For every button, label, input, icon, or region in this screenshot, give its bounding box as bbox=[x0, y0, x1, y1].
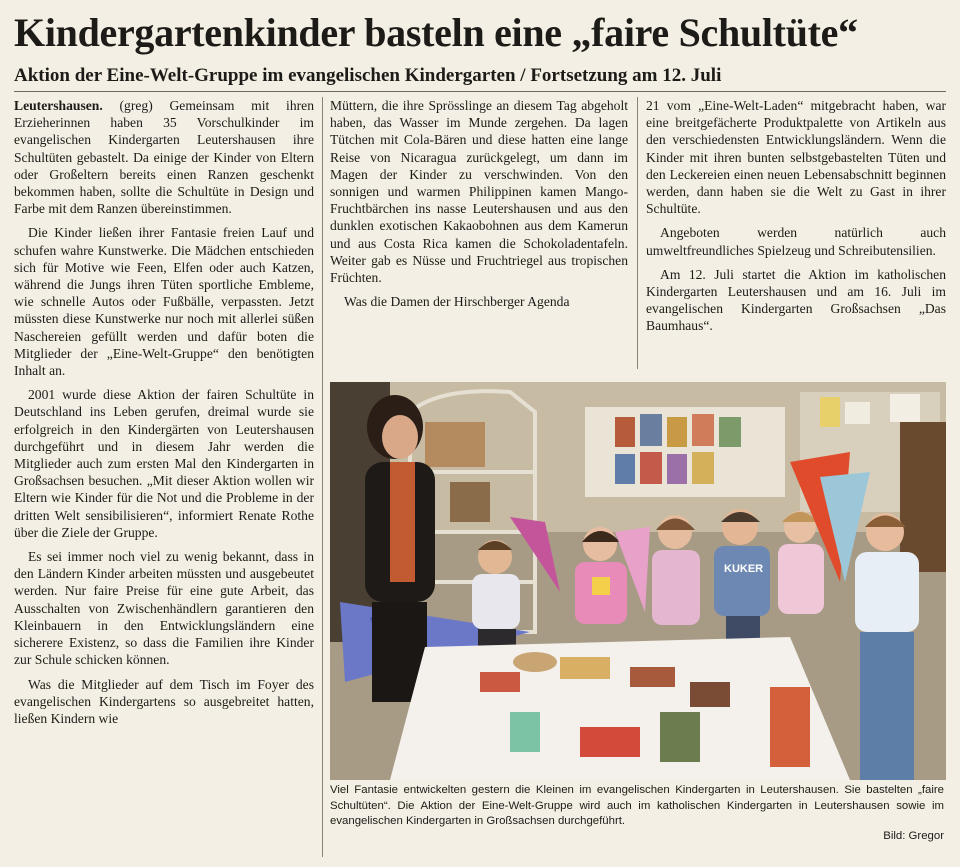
paragraph: Was die Mitglieder auf dem Tisch im Foyer des evangelischen Kindergartens so ausgebreitet hatten, ließen Kindern wie bbox=[14, 676, 314, 726]
article-headline: Kindergartenkinder basteln eine „faire Schultüte“ bbox=[14, 10, 858, 55]
paragraph: Am 12. Juli startet die Aktion im katholischen Kindergarten Leutershausen und am 16. Juli im evangelischen Kindergarten Großsachsen „Das Baumhaus“. bbox=[646, 266, 946, 334]
paragraph bbox=[14, 97, 314, 217]
text-column-2 bbox=[330, 97, 628, 367]
headline-divider bbox=[14, 91, 946, 92]
text-column-3 bbox=[646, 97, 946, 367]
column-divider bbox=[637, 97, 638, 369]
shirt-text: KUKER bbox=[724, 563, 764, 575]
article-photo bbox=[330, 382, 946, 780]
photo-caption: Viel Fantasie entwickelten gestern die Kleinen im evangelischen Kindergarten in Leutershausen. Sie bastelten „faire Schultüten“. Die Aktion der Eine-Welt-Gruppe wird auch im katholischen Kindergarten in Leutershausen sowie im evangelischen Kindergarten in Großsachsen durchgeführt. bbox=[330, 784, 944, 827]
paragraph: Angeboten werden natürlich auch umweltfreundliches Spielzeug und Schreibutensilien. bbox=[646, 225, 946, 258]
paragraph: 2001 wurde diese Aktion der fairen Schultüte in Deutschland ins Leben gerufen, dreimal wurde sie erfolgreich in den Kindergärten von Leutershausen durchgeführt und in diesem Jahr werden die Mitglieder auch zum ersten Mal den Kindergarten in Großsachsen besuchen. „Mit dieser Aktion wollen wir Eltern wie Kinder für die Not und die Probleme in der dritten Welt sensibilisieren“, informiert Renate Rothe über die Ziele der Gruppe. bbox=[14, 387, 314, 540]
paragraph: Was die Damen der Hirschberger Agenda bbox=[344, 294, 570, 310]
column-divider bbox=[322, 97, 323, 857]
paragraph: Die Kinder ließen ihrer Fantasie freien Lauf und schufen wahre Kunstwerke. Die Mädchen entschieden sich für Motive wie Feen, Elfen oder auch Katzen, während die Jungs ihren Tüten sportliche Embleme, wie schnelle Autos oder Fußbälle, verpassten. Jetzt müssten diese Kunstwerke nur noch mit allerlei süßen Naschereien gefüllt werden und dafür boten die Mitglieder der „Eine-Welt-Gruppe“ den benötigten Inhalt an. bbox=[14, 225, 314, 379]
paragraph: Es sei immer noch viel zu wenig bekannt, dass in den Ländern Kinder arbeiten müssten und ausgebeutet werden. Nur faire Preise für eine gute Arbeit, das Ausschalten von Zwischenhändlern garantieren den Kleinbauern in den Entwicklungsländern eine sicherere Existenz, so dass die Familien ihre Kinder zur Schule schicken können. bbox=[14, 549, 314, 668]
paragraph: 21 vom „Eine-Welt-Laden“ mitgebracht haben, war eine breitgefächerte Produktpalette von Artikeln aus den verschiedensten Entwicklungsländern. Wenn die Kinder mit ihren bunten selbstgebastelten Tüten und den Leckereien einen neuen Lebensabschnitt beginnen werden, dann haben sie die Welt zu Gast in ihrer Schultüte. bbox=[646, 98, 946, 217]
photo-illustration bbox=[330, 382, 946, 780]
article-subheadline: Aktion der Eine-Welt-Gruppe im evangelischen Kindergarten / Fortsetzung am 12. Juli bbox=[14, 65, 722, 86]
paragraph: Müttern, die ihre Sprösslinge an diesem Tag abgeholt haben, das Wasser im Munde zergehen. Da lagen Tütchen mit Cola-Bären und diese hatten eine lange Reise von Nicaragua zurückgelegt, um dann im Magen der Kinder zu verschwinden. Von den sonnigen und warmen Philippinen kamen Mango-Fruchtbärchen ins nasse Leutershausen und aus den dunklen exotischen Kakaobohnen aus dem Kamerun und aus Costa Rica kamen die Schokoladentafeln. Weiter gab es Nüsse und Fruchtriegel aus tropischen Früchten. bbox=[330, 98, 628, 286]
dateline: Leutershausen. bbox=[14, 98, 103, 113]
photo-credit: Bild: Gregor bbox=[883, 830, 944, 842]
text-column-1 bbox=[14, 97, 314, 857]
paragraph-text: (greg) Gemeinsam mit ihren Erzieherinnen haben 35 Vorschulkinder im evangelischen Kindergarten Leutershausen ihre Schultüten gebastelt. Da einige der Kinder von Eltern oder Großeltern bereits einen Ranzen geschenkt bekommen haben, sollte die Schultüte in Design und Farbe mit dem Ranzen übereinstimmen. bbox=[14, 98, 314, 217]
